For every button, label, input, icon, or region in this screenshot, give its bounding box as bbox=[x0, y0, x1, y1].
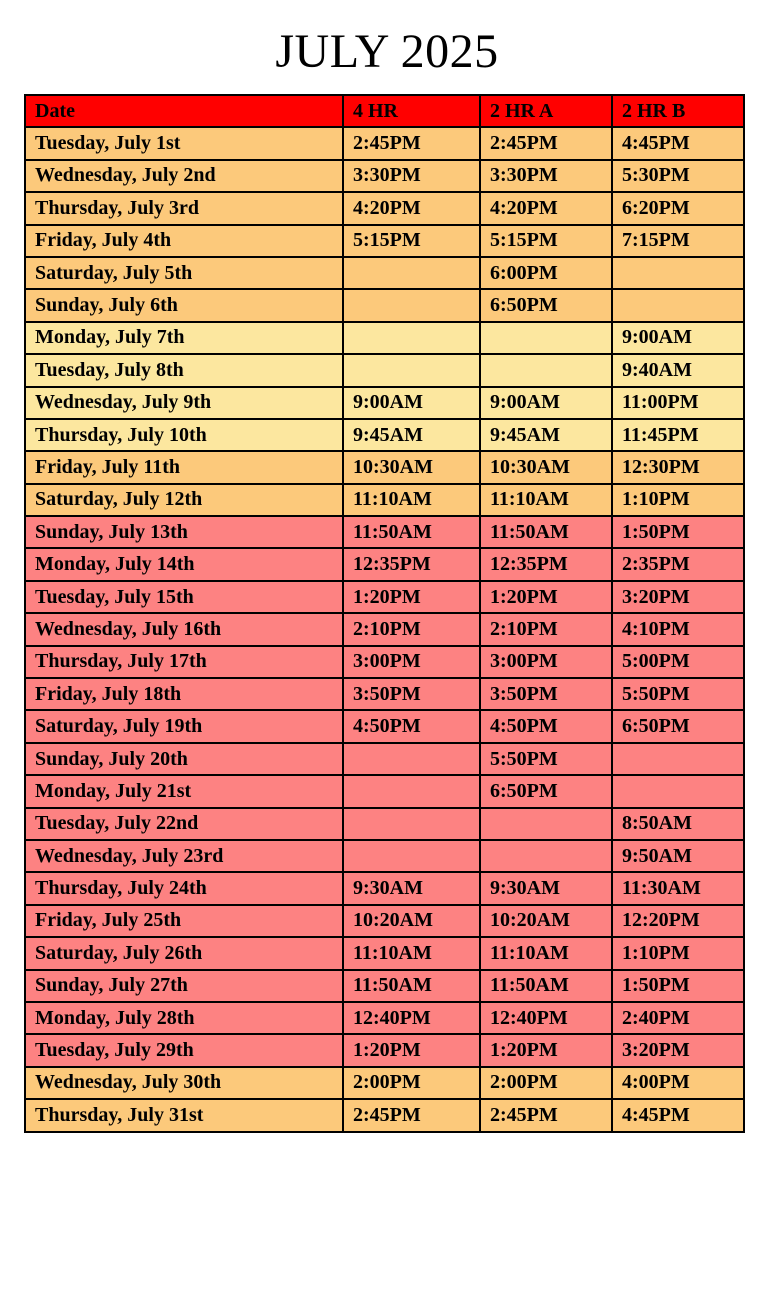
date-cell: Friday, July 4th bbox=[25, 225, 343, 257]
date-cell: Thursday, July 31st bbox=[25, 1099, 343, 1131]
two-hr-b-cell: 3:20PM bbox=[612, 581, 744, 613]
two-hr-b-cell: 11:00PM bbox=[612, 387, 744, 419]
two-hr-a-cell: 2:45PM bbox=[480, 127, 612, 159]
date-cell: Wednesday, July 23rd bbox=[25, 840, 343, 872]
four-hr-cell: 11:10AM bbox=[343, 937, 480, 969]
two-hr-b-cell: 8:50AM bbox=[612, 808, 744, 840]
two-hr-a-cell: 10:30AM bbox=[480, 451, 612, 483]
four-hr-cell: 2:45PM bbox=[343, 1099, 480, 1131]
table-row bbox=[25, 484, 744, 516]
two-hr-b-cell bbox=[612, 743, 744, 775]
two-hr-a-cell: 6:50PM bbox=[480, 289, 612, 321]
two-hr-b-cell: 7:15PM bbox=[612, 225, 744, 257]
column-header-2hr-b: 2 HR B bbox=[612, 95, 744, 127]
two-hr-b-cell: 9:40AM bbox=[612, 354, 744, 386]
table-row bbox=[25, 419, 744, 451]
two-hr-a-cell: 6:50PM bbox=[480, 775, 612, 807]
two-hr-a-cell: 5:15PM bbox=[480, 225, 612, 257]
two-hr-a-cell: 5:50PM bbox=[480, 743, 612, 775]
date-cell: Tuesday, July 22nd bbox=[25, 808, 343, 840]
two-hr-b-cell: 4:00PM bbox=[612, 1067, 744, 1099]
table-row bbox=[25, 646, 744, 678]
date-cell: Friday, July 18th bbox=[25, 678, 343, 710]
two-hr-a-cell: 4:20PM bbox=[480, 192, 612, 224]
table-row bbox=[25, 1034, 744, 1066]
four-hr-cell: 3:30PM bbox=[343, 160, 480, 192]
two-hr-b-cell: 11:45PM bbox=[612, 419, 744, 451]
two-hr-b-cell: 1:10PM bbox=[612, 937, 744, 969]
table-row bbox=[25, 322, 744, 354]
four-hr-cell bbox=[343, 322, 480, 354]
table-row bbox=[25, 1067, 744, 1099]
four-hr-cell: 12:40PM bbox=[343, 1002, 480, 1034]
four-hr-cell: 9:00AM bbox=[343, 387, 480, 419]
date-cell: Wednesday, July 9th bbox=[25, 387, 343, 419]
date-cell: Thursday, July 10th bbox=[25, 419, 343, 451]
four-hr-cell bbox=[343, 775, 480, 807]
date-cell: Wednesday, July 30th bbox=[25, 1067, 343, 1099]
column-header-date: Date bbox=[25, 95, 343, 127]
four-hr-cell: 1:20PM bbox=[343, 1034, 480, 1066]
column-header-4hr: 4 HR bbox=[343, 95, 480, 127]
table-row bbox=[25, 289, 744, 321]
date-cell: Sunday, July 27th bbox=[25, 970, 343, 1002]
two-hr-a-cell: 3:00PM bbox=[480, 646, 612, 678]
four-hr-cell: 11:50AM bbox=[343, 970, 480, 1002]
date-cell: Saturday, July 12th bbox=[25, 484, 343, 516]
table-row bbox=[25, 1002, 744, 1034]
two-hr-b-cell: 5:30PM bbox=[612, 160, 744, 192]
table-row bbox=[25, 581, 744, 613]
table-row bbox=[25, 127, 744, 159]
four-hr-cell: 4:50PM bbox=[343, 710, 480, 742]
table-body bbox=[25, 127, 744, 1131]
two-hr-a-cell: 11:10AM bbox=[480, 937, 612, 969]
two-hr-b-cell: 3:20PM bbox=[612, 1034, 744, 1066]
date-cell: Saturday, July 5th bbox=[25, 257, 343, 289]
four-hr-cell: 4:20PM bbox=[343, 192, 480, 224]
two-hr-a-cell: 3:30PM bbox=[480, 160, 612, 192]
table-row bbox=[25, 775, 744, 807]
column-header-2hr-a: 2 HR A bbox=[480, 95, 612, 127]
date-cell: Monday, July 14th bbox=[25, 548, 343, 580]
table-row bbox=[25, 225, 744, 257]
table-row bbox=[25, 160, 744, 192]
four-hr-cell bbox=[343, 257, 480, 289]
date-cell: Saturday, July 19th bbox=[25, 710, 343, 742]
two-hr-b-cell: 11:30AM bbox=[612, 872, 744, 904]
two-hr-a-cell: 6:00PM bbox=[480, 257, 612, 289]
table-row bbox=[25, 354, 744, 386]
two-hr-a-cell bbox=[480, 840, 612, 872]
four-hr-cell: 2:10PM bbox=[343, 613, 480, 645]
two-hr-b-cell: 12:30PM bbox=[612, 451, 744, 483]
page-title: JULY 2025 bbox=[275, 25, 499, 78]
two-hr-b-cell: 6:20PM bbox=[612, 192, 744, 224]
two-hr-a-cell: 9:30AM bbox=[480, 872, 612, 904]
two-hr-b-cell: 9:00AM bbox=[612, 322, 744, 354]
two-hr-b-cell: 5:00PM bbox=[612, 646, 744, 678]
two-hr-a-cell: 11:50AM bbox=[480, 516, 612, 548]
date-cell: Thursday, July 17th bbox=[25, 646, 343, 678]
four-hr-cell bbox=[343, 354, 480, 386]
two-hr-b-cell: 1:50PM bbox=[612, 516, 744, 548]
date-cell: Wednesday, July 16th bbox=[25, 613, 343, 645]
two-hr-b-cell: 4:45PM bbox=[612, 127, 744, 159]
two-hr-b-cell: 5:50PM bbox=[612, 678, 744, 710]
date-cell: Monday, July 28th bbox=[25, 1002, 343, 1034]
two-hr-b-cell: 2:35PM bbox=[612, 548, 744, 580]
table-row bbox=[25, 451, 744, 483]
table-row bbox=[25, 192, 744, 224]
two-hr-a-cell: 11:50AM bbox=[480, 970, 612, 1002]
two-hr-a-cell: 1:20PM bbox=[480, 1034, 612, 1066]
table-row bbox=[25, 840, 744, 872]
date-cell: Sunday, July 13th bbox=[25, 516, 343, 548]
two-hr-a-cell bbox=[480, 354, 612, 386]
date-cell: Monday, July 7th bbox=[25, 322, 343, 354]
table-row bbox=[25, 387, 744, 419]
date-cell: Tuesday, July 15th bbox=[25, 581, 343, 613]
two-hr-a-cell bbox=[480, 808, 612, 840]
two-hr-a-cell: 2:00PM bbox=[480, 1067, 612, 1099]
two-hr-a-cell: 12:35PM bbox=[480, 548, 612, 580]
table-row bbox=[25, 613, 744, 645]
four-hr-cell: 2:00PM bbox=[343, 1067, 480, 1099]
four-hr-cell: 9:30AM bbox=[343, 872, 480, 904]
table-row bbox=[25, 743, 744, 775]
table-row bbox=[25, 937, 744, 969]
four-hr-cell bbox=[343, 840, 480, 872]
two-hr-a-cell bbox=[480, 322, 612, 354]
two-hr-b-cell: 1:50PM bbox=[612, 970, 744, 1002]
date-cell: Saturday, July 26th bbox=[25, 937, 343, 969]
four-hr-cell: 11:10AM bbox=[343, 484, 480, 516]
table-row bbox=[25, 808, 744, 840]
schedule-table bbox=[24, 94, 745, 1133]
date-cell: Tuesday, July 1st bbox=[25, 127, 343, 159]
date-cell: Sunday, July 20th bbox=[25, 743, 343, 775]
two-hr-b-cell: 12:20PM bbox=[612, 905, 744, 937]
four-hr-cell: 3:00PM bbox=[343, 646, 480, 678]
date-cell: Thursday, July 24th bbox=[25, 872, 343, 904]
two-hr-a-cell: 11:10AM bbox=[480, 484, 612, 516]
date-cell: Tuesday, July 29th bbox=[25, 1034, 343, 1066]
table-row bbox=[25, 970, 744, 1002]
date-cell: Wednesday, July 2nd bbox=[25, 160, 343, 192]
two-hr-a-cell: 2:10PM bbox=[480, 613, 612, 645]
four-hr-cell: 12:35PM bbox=[343, 548, 480, 580]
two-hr-b-cell bbox=[612, 289, 744, 321]
two-hr-b-cell: 4:45PM bbox=[612, 1099, 744, 1131]
two-hr-a-cell: 9:00AM bbox=[480, 387, 612, 419]
four-hr-cell: 2:45PM bbox=[343, 127, 480, 159]
date-cell: Monday, July 21st bbox=[25, 775, 343, 807]
table-row bbox=[25, 872, 744, 904]
four-hr-cell bbox=[343, 743, 480, 775]
table-row bbox=[25, 905, 744, 937]
four-hr-cell: 1:20PM bbox=[343, 581, 480, 613]
two-hr-b-cell: 1:10PM bbox=[612, 484, 744, 516]
two-hr-a-cell: 10:20AM bbox=[480, 905, 612, 937]
four-hr-cell: 3:50PM bbox=[343, 678, 480, 710]
table-header-row bbox=[25, 95, 744, 127]
table-row bbox=[25, 710, 744, 742]
two-hr-b-cell bbox=[612, 257, 744, 289]
four-hr-cell bbox=[343, 289, 480, 321]
table-row bbox=[25, 257, 744, 289]
table-row bbox=[25, 548, 744, 580]
four-hr-cell: 5:15PM bbox=[343, 225, 480, 257]
four-hr-cell: 11:50AM bbox=[343, 516, 480, 548]
two-hr-a-cell: 3:50PM bbox=[480, 678, 612, 710]
two-hr-b-cell: 6:50PM bbox=[612, 710, 744, 742]
date-cell: Friday, July 25th bbox=[25, 905, 343, 937]
four-hr-cell: 10:30AM bbox=[343, 451, 480, 483]
date-cell: Friday, July 11th bbox=[25, 451, 343, 483]
date-cell: Thursday, July 3rd bbox=[25, 192, 343, 224]
four-hr-cell: 10:20AM bbox=[343, 905, 480, 937]
two-hr-b-cell: 9:50AM bbox=[612, 840, 744, 872]
two-hr-b-cell: 4:10PM bbox=[612, 613, 744, 645]
date-cell: Sunday, July 6th bbox=[25, 289, 343, 321]
two-hr-a-cell: 2:45PM bbox=[480, 1099, 612, 1131]
two-hr-a-cell: 1:20PM bbox=[480, 581, 612, 613]
date-cell: Tuesday, July 8th bbox=[25, 354, 343, 386]
four-hr-cell bbox=[343, 808, 480, 840]
table-row bbox=[25, 678, 744, 710]
two-hr-a-cell: 12:40PM bbox=[480, 1002, 612, 1034]
four-hr-cell: 9:45AM bbox=[343, 419, 480, 451]
two-hr-a-cell: 9:45AM bbox=[480, 419, 612, 451]
table-row bbox=[25, 516, 744, 548]
two-hr-b-cell bbox=[612, 775, 744, 807]
two-hr-a-cell: 4:50PM bbox=[480, 710, 612, 742]
two-hr-b-cell: 2:40PM bbox=[612, 1002, 744, 1034]
table-row bbox=[25, 1099, 744, 1131]
